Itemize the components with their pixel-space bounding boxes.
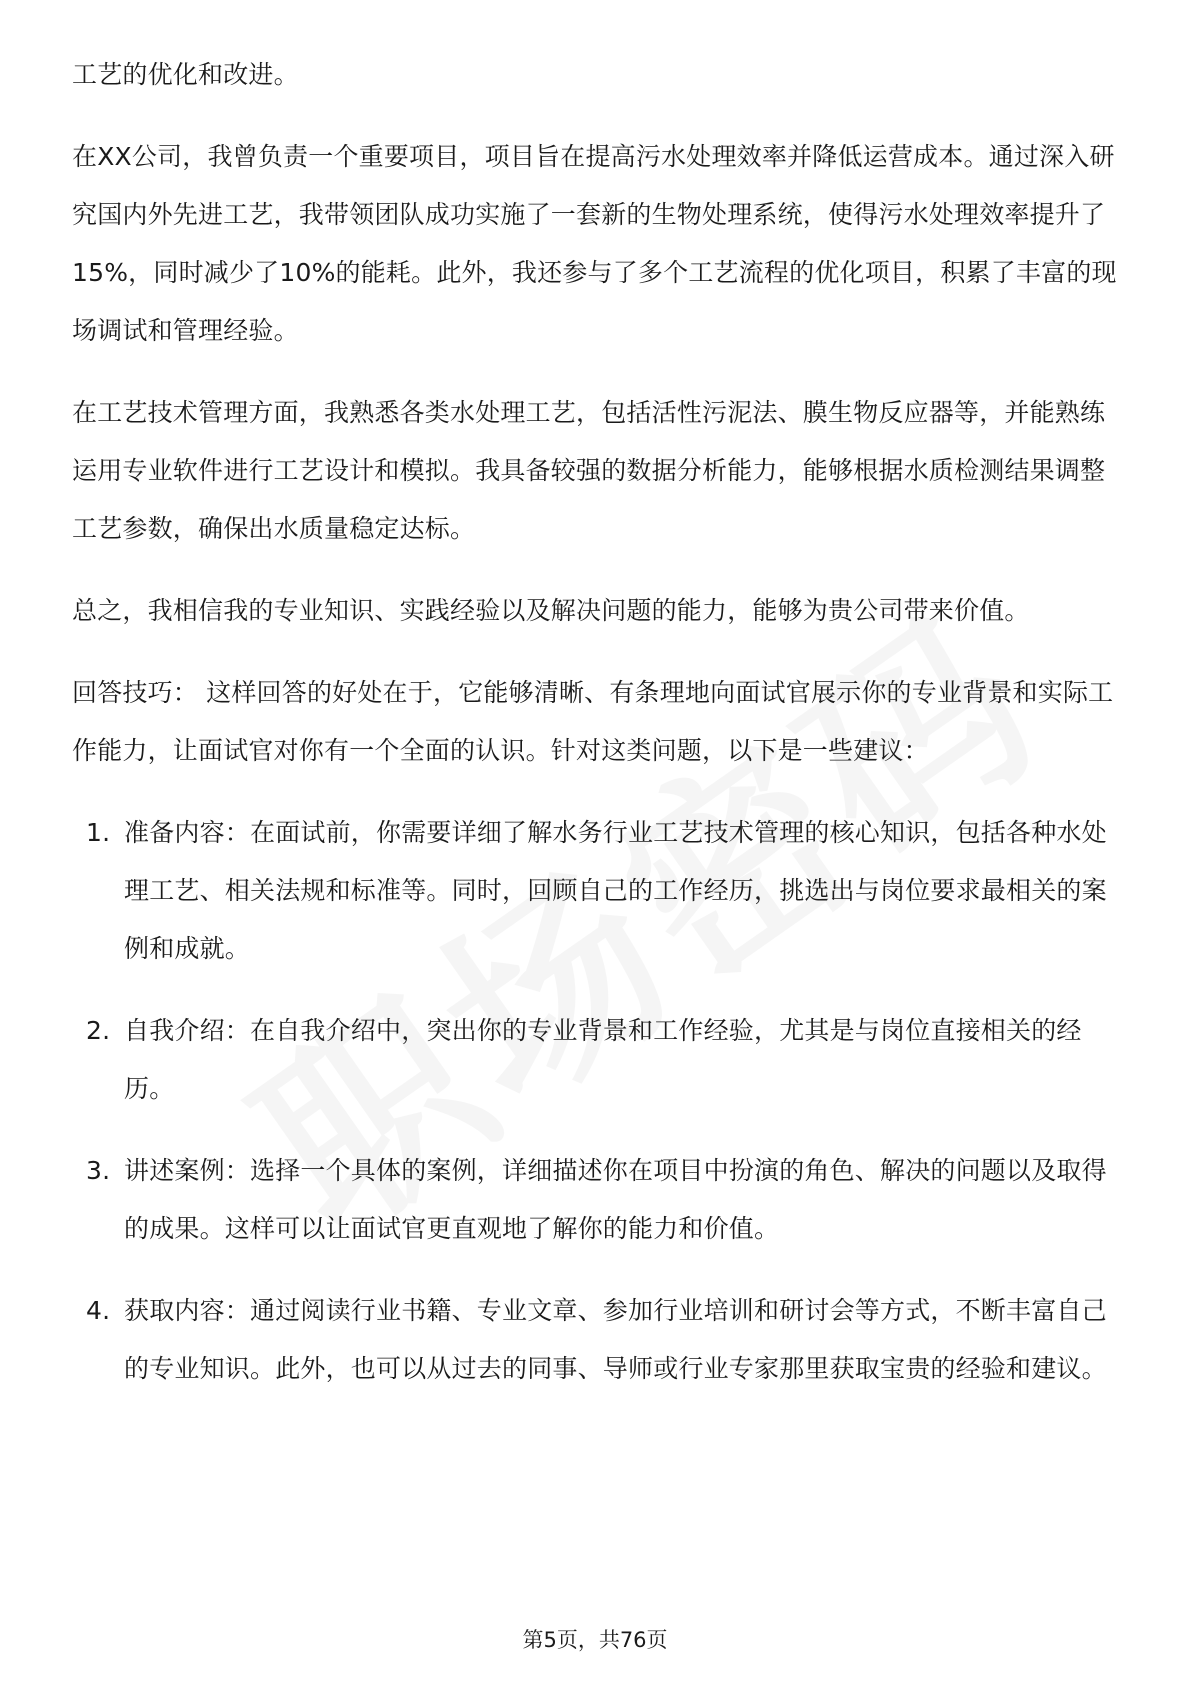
- list-text: 自我介绍：在自我介绍中，突出你的专业背景和工作经验，尤其是与岗位直接相关的经历。: [124, 1016, 1082, 1103]
- list-item: [72, 804, 1118, 978]
- paragraph-2: 在XX公司，我曾负责一个重要项目，项目旨在提高污水处理效率并降低运营成本。通过深入研究国内外先进工艺，我带领团队成功实施了一套新的生物处理系统，使得污水处理效率提升了15%，同时减少了10%的能耗。此外，我还参与了多个工艺流程的优化项目，积累了丰富的现场调试和管理经验。: [72, 142, 1117, 345]
- list-item: [72, 1282, 1118, 1398]
- list-number: 3.: [86, 1156, 111, 1185]
- paragraph-1: 工艺的优化和改进。: [72, 60, 299, 89]
- list-text: 获取内容：通过阅读行业书籍、专业文章、参加行业培训和研讨会等方式，不断丰富自己的专业知识。此外，也可以从过去的同事、导师或行业专家那里获取宝贵的经验和建议。: [124, 1296, 1107, 1383]
- list-item: [72, 1002, 1118, 1118]
- list-item: [72, 1142, 1118, 1258]
- tips-list: [72, 804, 1118, 1398]
- page-content: [72, 46, 1118, 1422]
- list-number: 4.: [86, 1296, 111, 1325]
- list-number: 2.: [86, 1016, 111, 1045]
- list-text: 准备内容：在面试前，你需要详细了解水务行业工艺技术管理的核心知识，包括各种水处理工艺、相关法规和标准等。同时，回顾自己的工作经历，挑选出与岗位要求最相关的案例和成就。: [124, 818, 1107, 963]
- paragraph-3: 在工艺技术管理方面，我熟悉各类水处理工艺，包括活性污泥法、膜生物反应器等，并能熟练运用专业软件进行工艺设计和模拟。我具备较强的数据分析能力，能够根据水质检测结果调整工艺参数，确保出水质量稳定达标。: [72, 398, 1106, 543]
- list-number: 1.: [86, 818, 111, 847]
- paragraph-5: 回答技巧： 这样回答的好处在于，它能够清晰、有条理地向面试官展示你的专业背景和实际工作能力，让面试官对你有一个全面的认识。针对这类问题，以下是一些建议：: [72, 678, 1114, 765]
- page-footer: 第5页，共76页: [522, 1628, 668, 1652]
- list-text: 讲述案例：选择一个具体的案例，详细描述你在项目中扮演的角色、解决的问题以及取得的成果。这样可以让面试官更直观地了解你的能力和价值。: [124, 1156, 1107, 1243]
- paragraph-4: 总之，我相信我的专业知识、实践经验以及解决问题的能力，能够为贵公司带来价值。: [72, 596, 1030, 625]
